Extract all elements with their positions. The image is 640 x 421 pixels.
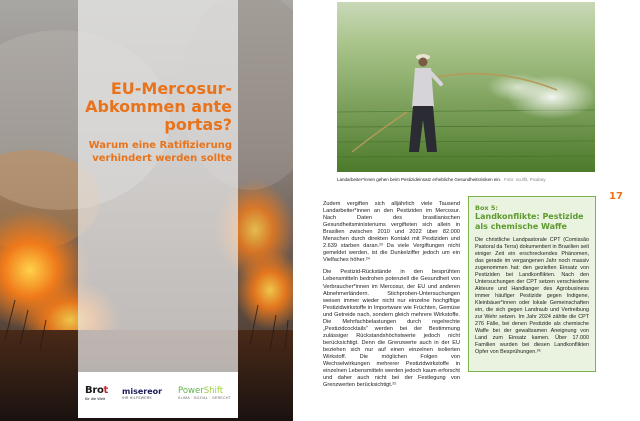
brot-logo-text-b: t [103,385,109,396]
cover-title: EU-Mercosur-Abkommen ante portas? [85,79,232,134]
title-panel [78,0,238,372]
misereor-logo [122,387,176,401]
powershift-logo-text-a: Power [178,386,204,396]
logo-bar [78,372,238,418]
page-number: 17 [609,191,623,202]
brot-logo-text-a: Bro [85,385,104,396]
powershift-logo [178,386,234,401]
info-box [468,196,596,372]
photo-credit: Foto: sculfit, Pixabay [504,177,546,182]
photo-caption [337,177,607,183]
misereor-logo-text: misereor [122,387,163,396]
caption-text: Landarbeiter*innen gehen beim Pestizideinsatz erhebliche Gesundheitsrisiken ein. [337,177,502,182]
box-label: Box 5: [475,204,498,212]
spraying-worker-photo [337,2,595,172]
brot-fuer-die-welt-logo [85,386,113,401]
body-paragraph-1: Zudem vergiften sich alljährlich viele Tausend Landarbeiter*innen an den Pestiziden im Mercosur. Nach Daten des brasilianischen Gesundheitsministeriums vergifteten sich allein in Brasilien zwischen 2010 und 2022 über 82.000 Menschen durch direkten Kontakt mit Pestiziden und 2.639 starben daran.²³ Da viele Vergiftungen nicht gemeldet werden, ist die Dunkelziffer jedoch um ein Vielfaches höher.²⁴ [323,201,460,264]
box-text: Die christliche Landpastorale CPT (Comissão Pastoral da Terra) dokumentiert in Brasilien seit einiger Zeit ein erschreckendes Phänomen, das gerade im vergangenen Jahr noch massiv zugenommen hat: den gezielten Einsatz von Pestiziden bei Landkonflikten. Nach den Untersuchungen der CPT setzen verschiedene Akteure und Handlanger des Agrobusiness immer häufiger Pestizide gegen Indigene, Kleinbäuer*innen oder lokale Gemeinschaften ein, die sich gegen Landraub und Vertreibung zur Wehr setzen. Im Jahr 2024 zählte die CPT 276 Fälle, bei denen Pestizide als chemische Waffe bei der gewaltsamen Aneignung von Land zum Einsatz kamen. Über 17.000 Familien wurden bei diesen Landkonflikten Opfer von Besprühungen.²⁶ [475,237,589,355]
box-title: Landkonflikte: Pestizide als chemische Waffe [475,212,584,231]
powershift-logo-text-b: Shift [203,386,224,396]
content-page [293,0,640,421]
body-paragraph-2: Die Pestizid-Rückstände in den besprühten Lebensmitteln bedrohen potenziell die Gesundheit von Verbraucher*innen im Mercosur, der EU und anderen Abnehmerländern. Stichproben-Untersuchungen weisen immer wieder nicht nur einzelne hochgiftige Pestizidwirkstoffe in Importware wie Früchten, Gemüse und Getreide nach, sondern gleich mehrere Wirkstoffe. Die Mehrfachbelastungen durch regelrechte „Pestizidcocktails“ werden bei der Bestimmung zulässiger Rückstandshöchstwerte jedoch nicht berücksichtigt. Denn die Grenzwerte auch in der EU beziehen sich nur auf einen einzelnen isolierten Wirkstoff. Die möglichen Folgen von Wechselwirkungen mehrerer Pestizidwirkstoffe in einzelnen Lebensmitteln werden jedoch kaum erforscht und daher auch nicht bei der Festlegung von Grenzwerten berücksichtigt.²⁵ [323,269,460,389]
cover-page [0,0,293,421]
powershift-logo-subtext: KLIMA · SOZIAL · GERECHT [178,396,232,400]
cover-subtitle: Warum eine Ratifizierung verhindert werden sollte [88,140,232,164]
body-column [323,201,460,394]
brot-logo-subtext: für die Welt [85,396,106,401]
misereor-logo-subtext: IHR HILFSWERK [122,396,153,400]
